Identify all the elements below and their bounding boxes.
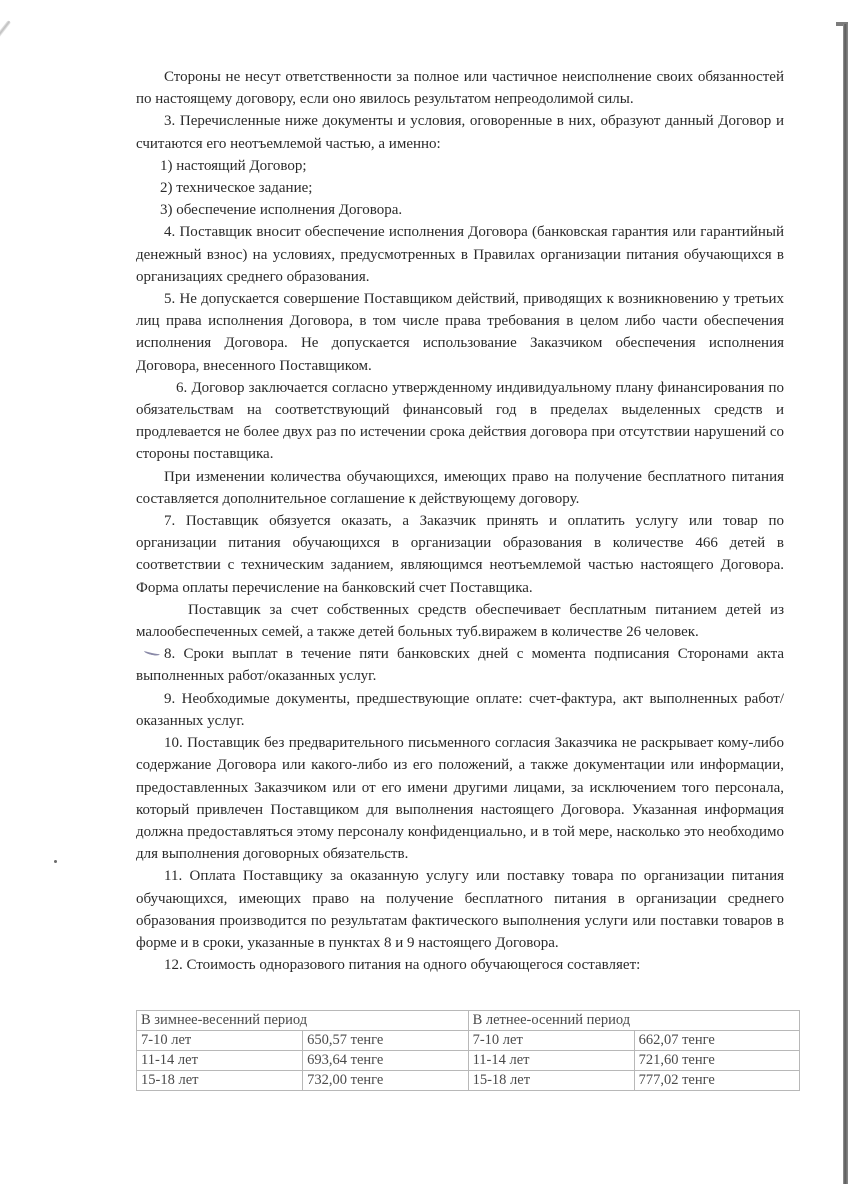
winter-price-cell: 693,64 тенге (303, 1051, 468, 1071)
scan-right-edge (843, 24, 848, 1184)
table-header-row (137, 1011, 800, 1031)
summer-age-cell: 11-14 лет (468, 1051, 634, 1071)
winter-age-cell: 11-14 лет (137, 1051, 303, 1071)
winter-spring-header: В зимнее-весенний период (137, 1011, 469, 1031)
paragraph-3: 3. Перечисленные ниже документы и условия, оговоренные в них, образуют данный Договор и считаются его неотъемлемой частью, а именно: (136, 113, 784, 152)
summer-price-cell: 777,02 тенге (634, 1071, 799, 1091)
paragraph-7-addendum: Поставщик за счет собственных средств обеспечивает бесплатным питанием детей из малообеспеченных семей, а также детей больных туб.виражем в количестве 26 человек. (136, 601, 784, 641)
paragraph-10: 10. Поставщик без предварительного письменного согласия Заказчика не раскрывает кому-либо содержание Договора или какого-либо из его положений, а также документации или информации, предоставленных Заказчиком или от его имени другими лицами, за исключением того персонала, который привлечен Поставщиком для выполнения настоящего Договора. Указанная информация должна предоставляться этому персоналу конфиденциально, и в той мере, насколько это необходимо для выполнения договорных обязательств. (136, 735, 784, 863)
summer-price-cell: 721,60 тенге (634, 1051, 799, 1071)
list-item-2: 2) техническое задание; (160, 180, 313, 197)
paragraph-11: 11. Оплата Поставщику за оказанную услугу или поставку товара по организации питания обучающихся, имеющих право на получение бесплатного питания в организации среднего образования производится по результатам фактического выполнения услуги или поставки товаров в форме и в сроки, указанные в пунктах 8 и 9 настоящего Договора. (136, 868, 784, 951)
list-item-3: 3) обеспечение исполнения Договора. (160, 202, 403, 219)
winter-age-cell: 15-18 лет (137, 1071, 303, 1091)
table-row (137, 1031, 800, 1051)
paragraph-5: 5. Не допускается совершение Поставщиком действий, приводящих к возникновению у третьих лиц права исполнения Договора, в том числе права требования в целом либо части обеспечения исполнения Договора. Не допускается использование Заказчиком обеспечения исполнения Договора, внесенного Поставщиком. (136, 291, 784, 374)
winter-age-cell: 7-10 лет (137, 1031, 303, 1051)
paragraph-6-addendum: При изменении количества обучающихся, имеющих право на получение бесплатного питания составляется дополнительное соглашение к действующему договору. (136, 468, 784, 507)
winter-price-cell: 732,00 тенге (303, 1071, 468, 1091)
meal-price-table-wrapper (136, 1010, 800, 1091)
paper-fold-mark (0, 20, 11, 156)
paragraph-12: 12. Стоимость одноразового питания на одного обучающегося составляет: (164, 957, 641, 974)
meal-price-table (136, 1010, 800, 1091)
table-row (137, 1071, 800, 1091)
summer-price-cell: 662,07 тенге (634, 1031, 799, 1051)
paragraph-9: 9. Необходимые документы, предшествующие оплате: счет-фактура, акт выполненных работ/оказанных услуг. (136, 690, 784, 729)
paragraph-6: 6. Договор заключается согласно утвержденному индивидуальному плану финансирования по обязательствам на соответствующий финансовый год в пределах выделенных средств и продлевается не более двух раз по истечении срока действия договора при отсутствии нарушений со стороны поставщика. (136, 379, 784, 463)
paragraph-7: 7. Поставщик обязуется оказать, а Заказчик принять и оплатить услугу или товар по организации питания обучающихся в организации образования в количестве 466 детей в соответствии с техническим заданием, являющимся неотъемлемой частью настоящего Договора. Форма оплаты перечисление на банковский счет Поставщика. (136, 513, 784, 596)
table-row (137, 1051, 800, 1071)
paragraph-force-majeure: Стороны не несут ответственности за полное или частичное неисполнение своих обязанностей по настоящему договору, если оно явилось результатом непреодолимой силы. (136, 69, 784, 108)
summer-age-cell: 15-18 лет (468, 1071, 634, 1091)
contract-page-body (136, 66, 784, 976)
paragraph-8: 8. Сроки выплат в течение пяти банковских дней с момента подписания Сторонами акта выполненных работ/оказанных услуг. (136, 646, 784, 685)
summer-age-cell: 7-10 лет (468, 1031, 634, 1051)
paragraph-4: 4. Поставщик вносит обеспечение исполнения Договора (банковская гарантия или гарантийный денежный взнос) на условиях, предусмотренных в Правилах организации питания обучающихся в организациях среднего образования. (136, 224, 784, 285)
summer-autumn-header: В летнее-осенний период (468, 1011, 799, 1031)
list-item-1: 1) настоящий Договор; (160, 157, 307, 174)
winter-price-cell: 650,57 тенге (303, 1031, 468, 1051)
stray-dot (54, 860, 57, 863)
